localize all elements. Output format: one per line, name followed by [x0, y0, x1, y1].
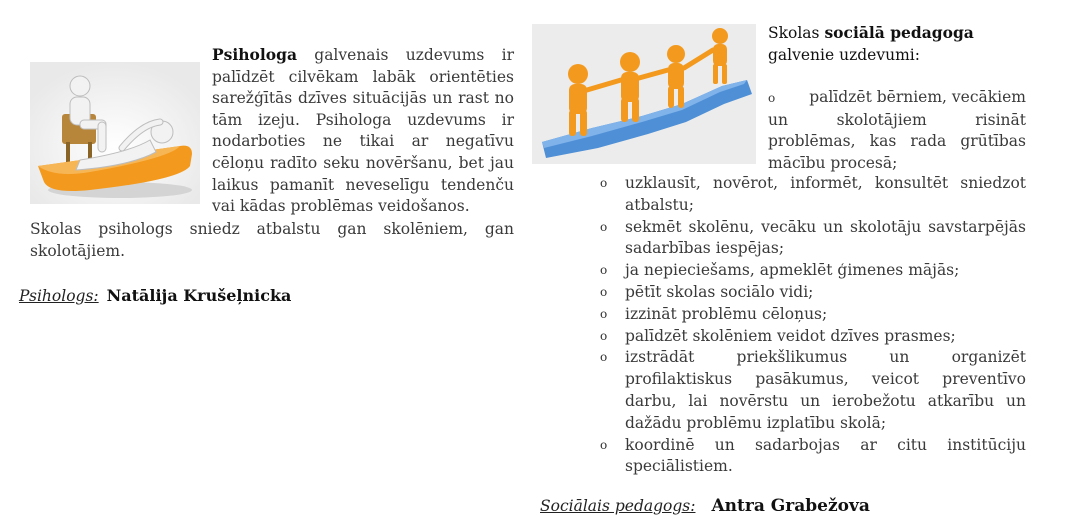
list-item	[600, 347, 1026, 434]
psychologist-support-text: Skolas psihologs sniedz atbalstu gan skolēniem, gan skolotājiem.	[30, 220, 514, 260]
social-pedagogue-label: Sociālais pedagogs:	[540, 497, 696, 515]
bullet-icon: o	[768, 91, 776, 105]
list-item-text: palīdzēt skolēniem veidot dzīves prasmes;	[625, 326, 956, 345]
bullet-icon: o	[600, 437, 608, 452]
therapy-session-illustration	[30, 62, 200, 204]
bullet-icon: o	[600, 328, 608, 343]
psychologist-name: Natālija Krušeļnicka	[106, 286, 292, 305]
list-item-text: uzklausīt, novērot, informēt, konsultēt sniedzot atbalstu;	[625, 174, 1026, 214]
bullet-icon: o	[600, 306, 608, 321]
list-item	[600, 304, 1026, 326]
psychologist-label: Psihologs:	[19, 287, 99, 305]
psychologist-signature	[19, 286, 291, 305]
bullet-icon: o	[600, 219, 608, 234]
list-item	[600, 282, 1026, 304]
psychologist-title: Psihologa	[212, 45, 297, 64]
list-item	[600, 435, 1026, 479]
list-item	[600, 173, 1026, 217]
social-pedagogue-signature	[540, 496, 870, 516]
list-item-text: pētīt skolas sociālo vidi;	[625, 282, 814, 301]
psychologist-description	[212, 44, 514, 218]
bullet-icon: o	[600, 263, 608, 278]
list-item	[600, 326, 1026, 348]
list-item-text: izzināt problēmu cēloņus;	[625, 304, 828, 323]
bullet-icon: o	[600, 176, 608, 190]
list-item-text: sekmēt skolēnu, vecāku un skolotāju savstarpējās sadarbības iespējas;	[625, 217, 1026, 258]
psychologist-text: galvenais uzdevums ir palīdzēt cilvēkam labāk orientēties sarežģītās dzīves situācijās un rast no tām izeju. Psihologa uzdevums ir nodarboties ne tikai ar negatīvu cēloņu radīto seku novēršanu, bet jau laikus pamanīt neveselīgu tendenču vai kādas problēmas veidošanos.	[212, 46, 514, 216]
list-item-text: izstrādāt priekšlikumus un organizēt profilaktiskus pasākumus, veicot preventīvo darbu, lai novērstu un ierobežotu atkarību un dažādu problēmu izplatību skolā;	[625, 348, 1026, 432]
heading-bold: sociālā pedagoga	[824, 23, 974, 42]
list-item	[600, 260, 1026, 282]
tasks-list	[600, 173, 1026, 478]
list-item-text: ja nepieciešams, apmeklēt ģimenes mājās;	[625, 261, 960, 280]
teamwork-puzzle-illustration	[532, 24, 756, 164]
first-task-text: palīdzēt bērniem, vecākiem un skolotājiem risināt problēmas, kas rada grūtības mācību procesā;	[768, 88, 1026, 172]
list-item	[600, 217, 1026, 261]
heading-suffix: galvenie uzdevumi:	[768, 46, 920, 64]
list-item-text: koordinē un sadarbojas ar citu institūciju speciālistiem.	[625, 435, 1026, 476]
bullet-icon: o	[600, 350, 608, 365]
heading-prefix: Skolas	[768, 24, 825, 42]
social-pedagogue-heading	[768, 22, 1038, 66]
first-task-item	[768, 87, 1026, 174]
bullet-icon: o	[600, 284, 608, 299]
social-pedagogue-name: Antra Grabežova	[711, 496, 870, 516]
